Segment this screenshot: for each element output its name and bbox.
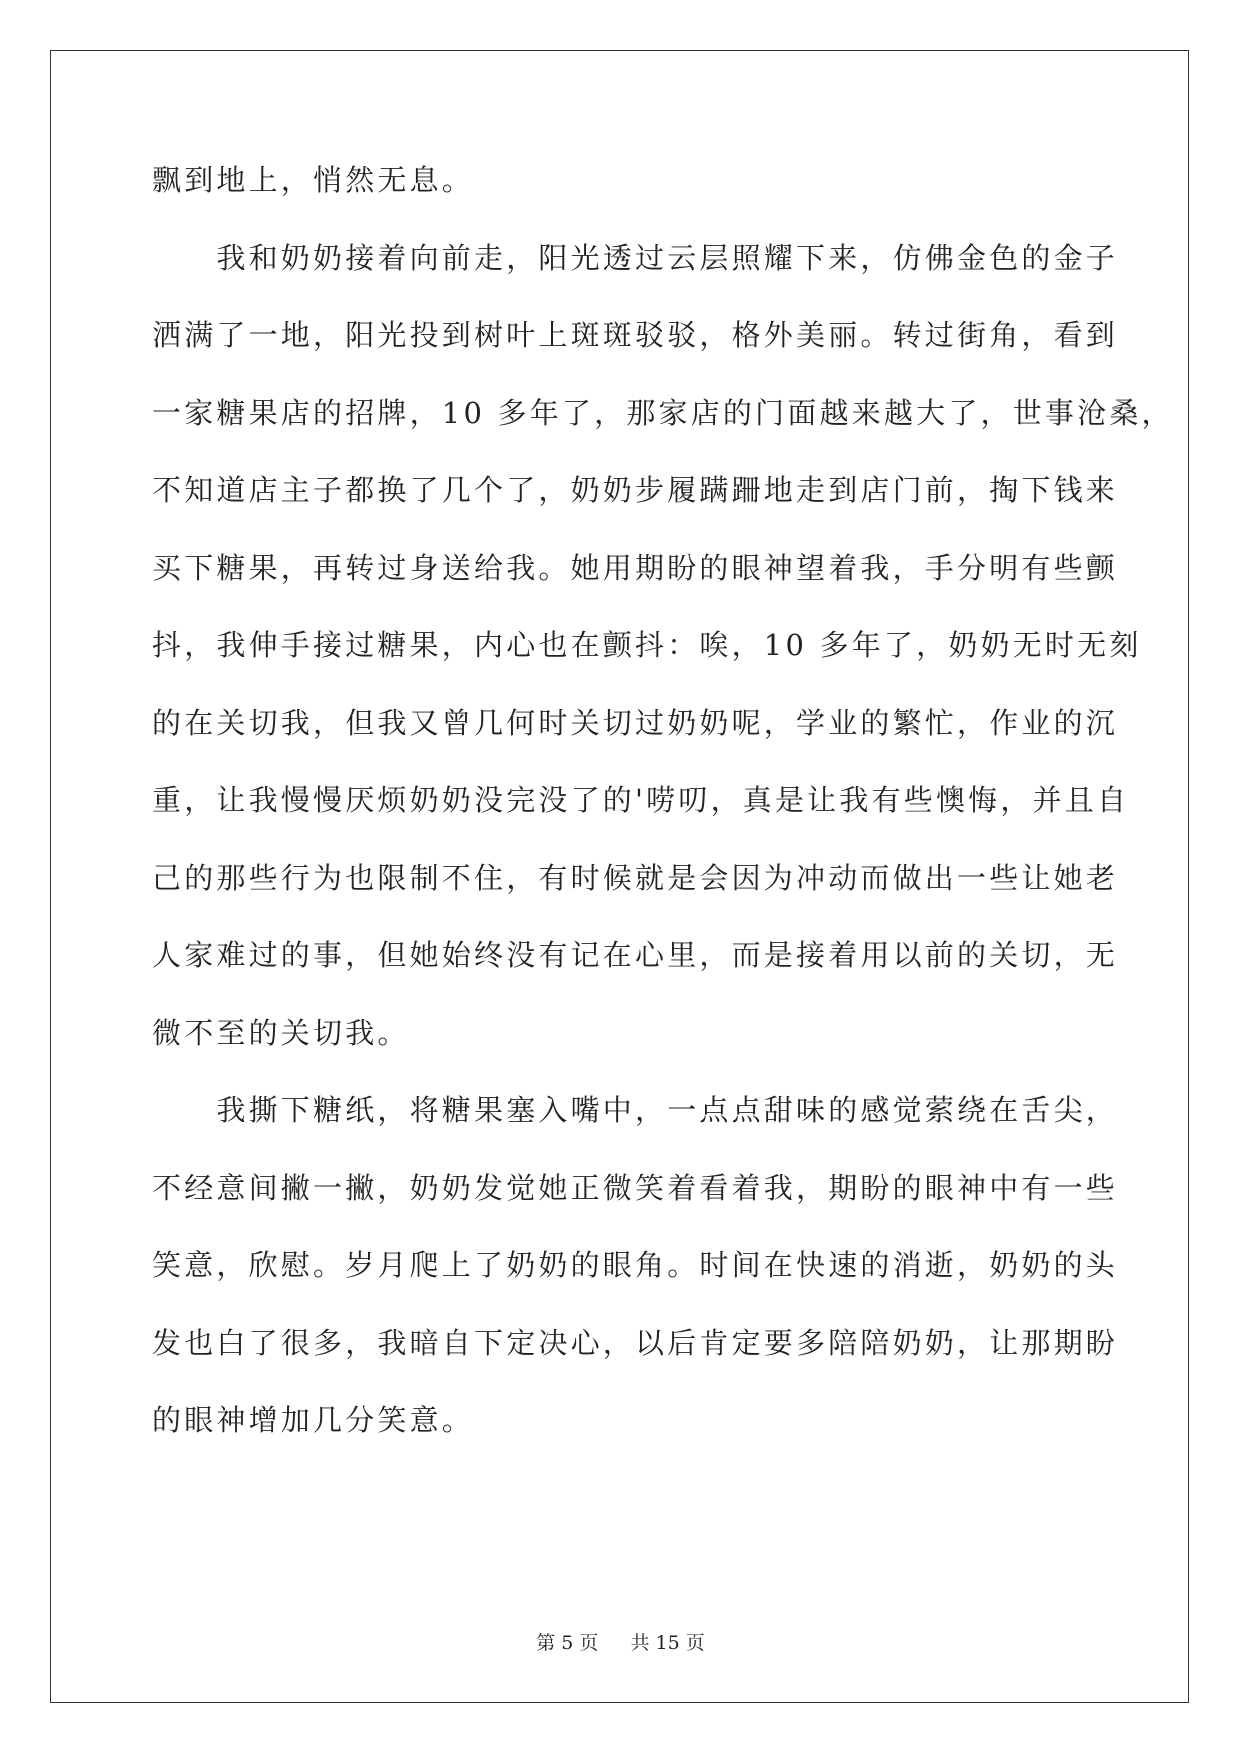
text-line: 抖，我伸手接过糖果，内心也在颤抖：唉，10 多年了，奶奶无时无刻	[152, 628, 1142, 662]
text-line: 的眼神增加几分笑意。	[152, 1403, 475, 1437]
text-line: 洒满了一地，阳光投到树叶上斑斑驳驳，格外美丽。转过街角，看到	[152, 318, 1119, 352]
text-line: 人家难过的事，但她始终没有记在心里，而是接着用以前的关切，无	[152, 938, 1119, 972]
text-line: 的在关切我，但我又曾几何时关切过奶奶呢，学业的繁忙，作业的沉	[152, 705, 1119, 740]
text-line: 笑意，欣慰。岁月爬上了奶奶的眼角。时间在快速的消逝，奶奶的头	[152, 1248, 1119, 1282]
page-footer	[0, 1628, 1241, 1655]
body-text	[152, 160, 1174, 1478]
text-line: 飘到地上，悄然无息。	[152, 163, 475, 197]
text-line: 发也白了很多，我暗自下定决心，以后肯定要多陪陪奶奶，让那期盼	[152, 1325, 1119, 1360]
page-total: 共 15 页	[630, 1632, 705, 1654]
text-line: 己的那些行为也限制不住，有时候就是会因为冲动而做出一些让她老	[152, 860, 1119, 895]
text-line: 微不至的关切我。	[152, 1015, 410, 1050]
page-number: 第 5 页	[536, 1632, 599, 1654]
text-line: 不知道店主子都换了几个了，奶奶步履蹒跚地走到店门前，掏下钱来	[152, 473, 1119, 507]
text-line: 不经意间撇一撇，奶奶发觉她正微笑着看着我，期盼的眼神中有一些	[152, 1170, 1119, 1205]
text-line: 重，让我慢慢厌烦奶奶没完没了的'唠叨，真是让我有些懊悔，并且自	[152, 783, 1130, 817]
text-line: 我撕下糖纸，将糖果塞入嘴中，一点点甜味的感觉萦绕在舌尖，	[152, 1093, 1119, 1127]
text-line: 我和奶奶接着向前走，阳光透过云层照耀下来，仿佛金色的金子	[152, 240, 1119, 275]
text-line: 买下糖果，再转过身送给我。她用期盼的眼神望着我，手分明有些颤	[152, 550, 1119, 585]
text-line: 一家糖果店的招牌，10 多年了，那家店的门面越来越大了，世事沧桑，	[152, 395, 1174, 430]
